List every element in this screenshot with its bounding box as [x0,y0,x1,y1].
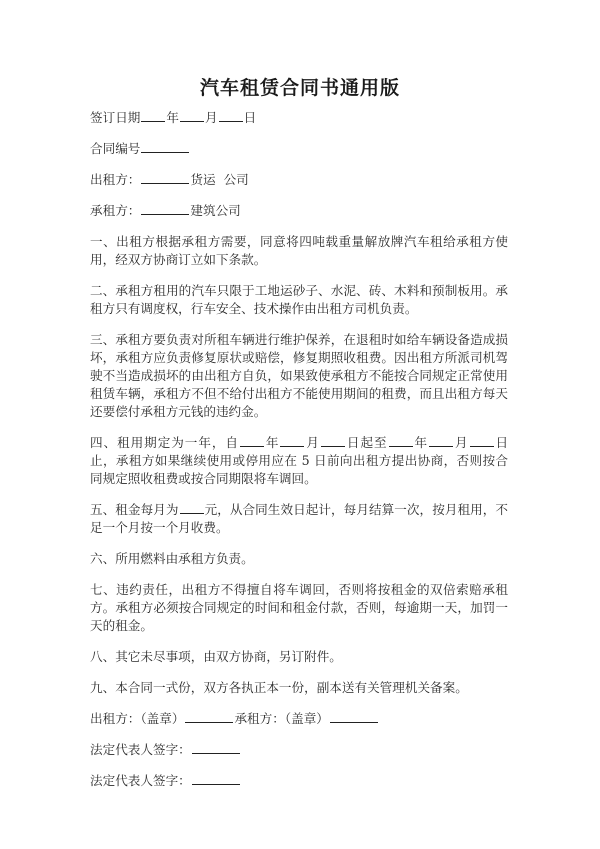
blank-lessee [141,202,189,215]
blank [240,434,264,447]
blank-contract-no [141,140,189,153]
clause-6: 六、所用燃料由承租方负责。 [90,551,254,566]
clause-4-text: 年 [413,435,429,450]
rep-signature-1 [90,741,508,759]
clause-3: 三、承租方要负责对所租车辆进行维护保养，在退租时如给车辆设备造成损坏，承租方应负责修复原状或赔偿，修复期照收租费。因出租方所派司机驾驶不当造成损坏的由出租方自负，如果致使承租方不能按合同规定正常使用租赁车辆，承租方不但不给付出租方不能使用期间的租费，而且出租方每天还要偿付承租方元钱的违约金。 [90,332,508,419]
clause-8: 八、其它未尽事项，由双方协商，另订附件。 [90,649,342,664]
blank-rep-2 [192,772,240,785]
clause-5-text: 五、租金每月为 [90,502,179,517]
clause-7: 七、违约责任，出租方不得擅自将车调回，否则将按租金的双倍索赔承租方。承租方必须按合同规定的时间和租金付款，否则，每逾期一天，加罚一天的租金。 [90,582,508,633]
rep-label: 法定代表人签字： [90,742,191,757]
blank-rent [180,501,204,514]
lessee-seal-label: 承租方：（盖章） [234,711,329,726]
clause-4-text: 四、租用期定为一年，自 [90,435,239,450]
clause-9: 九、本合同一式份，双方各执正本一份，副本送有关管理机关备案。 [90,680,468,695]
sign-date-line [90,109,508,127]
blank [429,434,453,447]
lessor-label: 出租方： [90,172,141,187]
seal-line [90,710,508,728]
day-label: 日 [243,110,257,125]
clause-4-text: 月 [454,435,469,450]
contract-no-line [90,140,508,158]
clause-4-text: 月 [305,435,320,450]
clause-4 [90,434,508,488]
clause-4-text: 年 [264,435,280,450]
rep-label: 法定代表人签字： [90,773,191,788]
clause-4-text: 日止，承租方如果继续使用或停用应在 5 日前向出租方提出协商，否则按合同规定照收租费或按合同期限将车调回。 [90,435,509,486]
document-body [90,109,508,803]
blank [321,434,345,447]
sign-date-label: 签订日期 [90,110,141,125]
blank [280,434,304,447]
blank-year [141,109,165,122]
clause-5 [90,501,508,537]
clause-5-text: 元，从合同生效日起计，每月结算一次，按月租用，不足一个月按一个月收费。 [90,502,509,535]
clause-4-text: 日起至 [345,435,388,450]
lessor-suffix: 货运 公司 [190,172,249,187]
document-title: 汽车租赁合同书通用版 [199,77,400,99]
blank-lessor [141,171,189,184]
blank-lessee-seal [330,710,378,723]
contract-no-label: 合同编号 [90,141,141,156]
blank-day [219,109,243,122]
blank-month [180,109,204,122]
clause-1: 一、出租方根据承租方需要，同意将四吨载重量解放牌汽车租给承租方使用，经双方协商订立如下条款。 [90,234,508,267]
lessee-label: 承租方： [90,203,141,218]
lessor-seal-label: 出租方：（盖章） [90,711,185,726]
clause-2: 二、承租方租用的汽车只限于工地运砂子、水泥、砖、木料和预制板用。承租方只有调度权，行车安全、技术操作由出租方司机负责。 [90,283,508,316]
blank-lessor-seal [185,710,233,723]
month-label: 月 [204,110,218,125]
lessee-line [90,202,508,220]
rep-signature-2 [90,772,508,790]
year-label: 年 [166,110,179,125]
blank [470,434,494,447]
blank-rep-1 [192,741,240,754]
lessor-line [90,171,508,189]
lessee-suffix: 建筑公司 [190,203,241,218]
blank [389,434,413,447]
